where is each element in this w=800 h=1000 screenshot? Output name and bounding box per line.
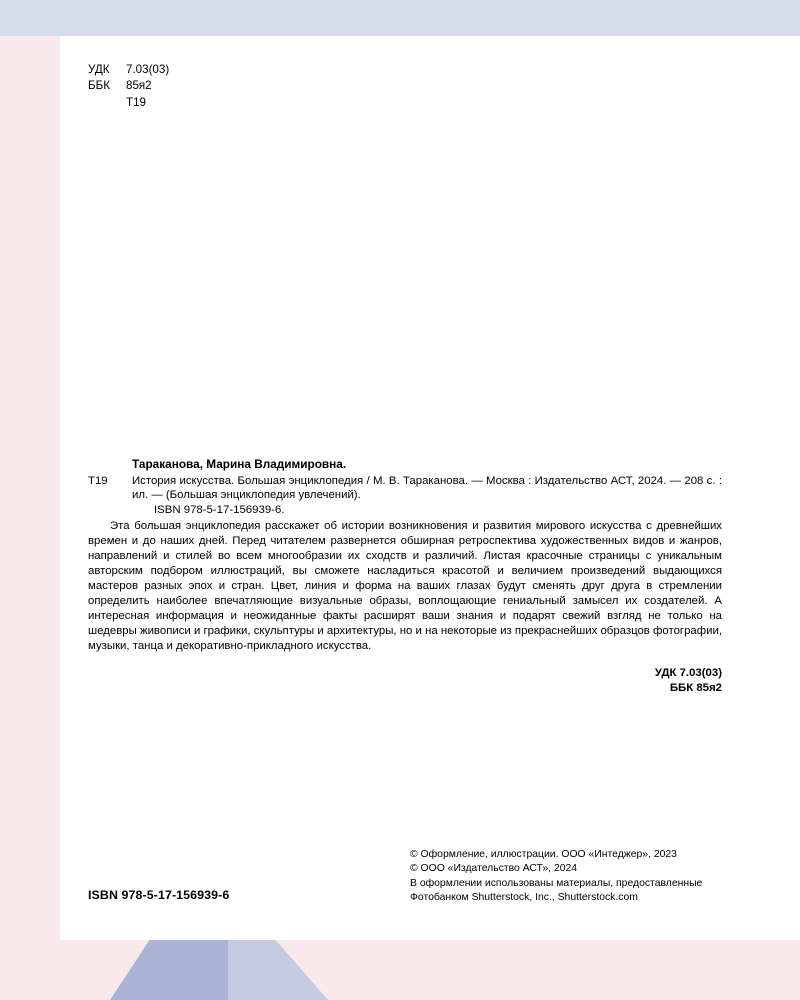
classification-row xyxy=(88,78,720,94)
copyright-line-2: © ООО «Издательство АСТ», 2024 xyxy=(410,863,578,875)
copyright-block xyxy=(410,848,740,905)
record-isbn: ISBN 978-5-17-156939-6. xyxy=(154,504,285,517)
classification-value-udk: 7.03(03) xyxy=(126,63,170,76)
record-bbk-right: ББК 85я2 xyxy=(669,681,722,694)
classification-rows xyxy=(88,62,720,111)
record-classification-right xyxy=(88,666,722,695)
classification-row xyxy=(88,62,720,78)
record-citation-row xyxy=(88,474,722,504)
classification-row xyxy=(88,95,720,111)
classification-value-bbk: 85я2 xyxy=(126,79,152,93)
bibliographic-record xyxy=(88,457,722,696)
classification-label-bbk: ББК xyxy=(88,79,110,93)
record-author: Тараканова, Марина Владимировна. xyxy=(132,457,347,471)
record-annotation: Эта большая энциклопедия расскажет об истории возникновения и развития мирового искусства с древнейших времен и до наших дней. Перед читателем развернется обширная ретроспектива художественных видов и жанров, направлений и стилей во всем многообразии их сходств и различий. Листая красочные страницы с уникальным авторским подбором иллюстраций, вы сможете насладиться красотой и величием произведений выдающихся мастеров разных эпох и стран. Цвет, линия и форма на ваших глазах будут сменять друг друга в стремлении определить наиболее впечатляющие визуальные образы, воплощающие гениальный замысел их создателей. А интересная информация и неожиданные факты расширят ваши знания и подарят свежий взгляд не только на шедевры живописи и графики, скульптуры и архитектуры, но и на некоторые из прекраснейших образцов фотографии, музыки, танца и декоративно-прикладного искусства. xyxy=(88,520,722,653)
decorative-left-band xyxy=(0,36,60,1000)
record-citation: История искусства. Большая энциклопедия / М. В. Тараканова. — Москва : Издательство АСТ, 2024. — 208 с. : ил. — (Большая энциклопедия увлечений). xyxy=(132,474,722,502)
isbn-footer: ISBN 978-5-17-156939-6 xyxy=(88,888,230,902)
classification-label-udk: УДК xyxy=(88,63,110,76)
classification-label-empty xyxy=(88,95,126,111)
record-udk-right: УДК 7.03(03) xyxy=(654,667,722,680)
copyright-line-1: © Оформление, иллюстрации. ООО «Интеджер», 2023 xyxy=(410,849,677,860)
classification-block xyxy=(88,62,720,111)
copyright-line-3: В оформлении использованы материалы, предоставленные xyxy=(410,877,703,889)
classification-value-code: Т19 xyxy=(126,95,146,109)
record-code: Т19 xyxy=(88,474,108,487)
copyright-line-4: Фотобанком Shutterstock, Inc., Shutterstock.com xyxy=(410,892,638,904)
decorative-top-band xyxy=(0,0,800,36)
